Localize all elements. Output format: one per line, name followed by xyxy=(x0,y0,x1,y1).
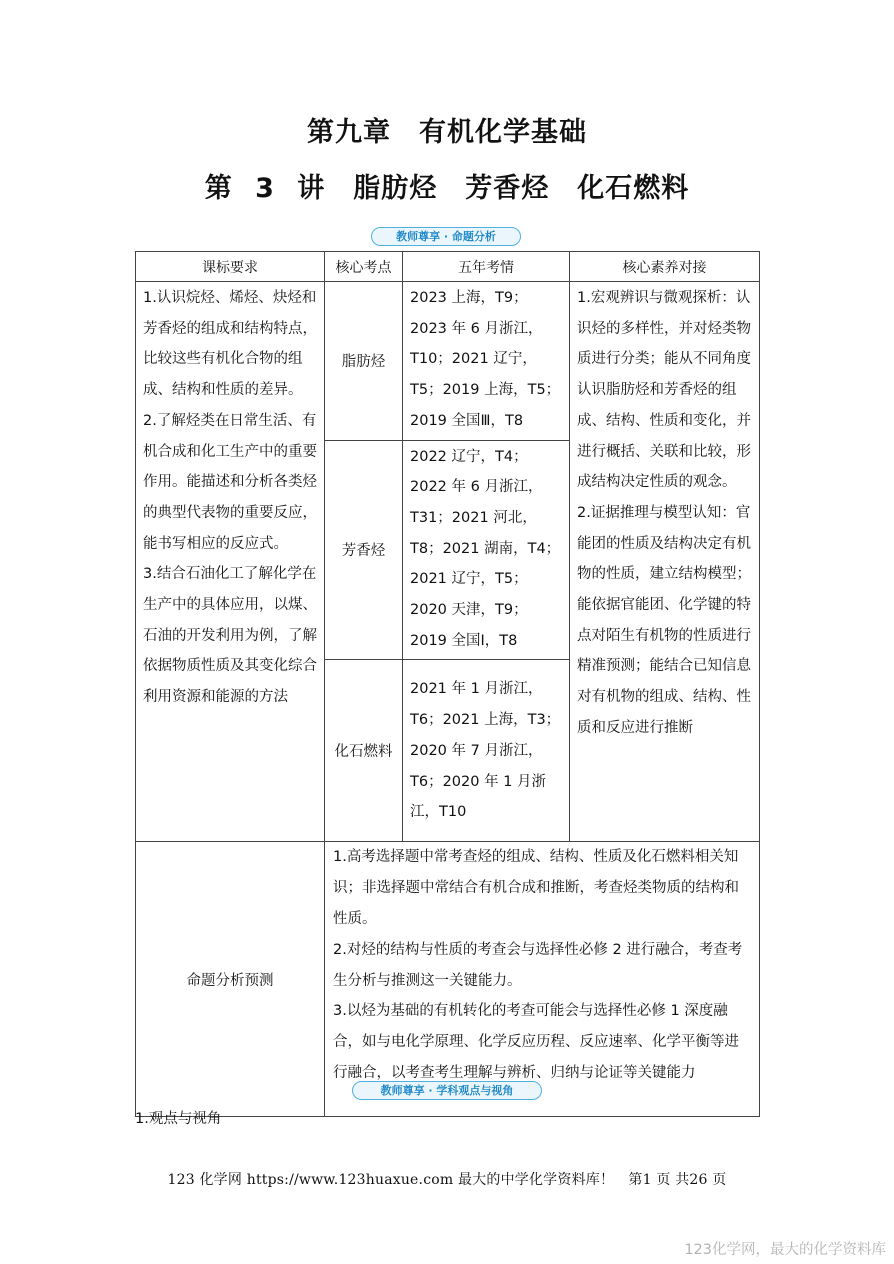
analysis-table xyxy=(135,251,760,1117)
exams-cell xyxy=(403,440,570,660)
prediction-item: 1.高考选择题中常考查烃的组成、结构、性质及化石燃料相关知识；非选择题中常结合有机合成和推断，考查烃类物质的结构和性质。 xyxy=(333,849,739,928)
page-footer: 123 化学网 https://www.123huaxue.com 最大的中学化学资料库！ 第1 页 共26 页 xyxy=(167,1172,727,1188)
watermark-text: 123化学网，最大的化学资料库 xyxy=(684,1242,886,1258)
analysis-banner: 教师尊享 · 命题分析 xyxy=(371,227,521,246)
literacy-item: 2.证据推理与模型认知：官能团的性质及结构决定有机物的性质，建立结构模型；能依据官能团、化学键的特点对陌生有机物的性质进行精准预测；能结合已知信息对有机物的组成、结构、性质和反应进行推断 xyxy=(577,504,751,736)
curriculum-item: 2.了解烃类在日常生活、有机合成和化工生产中的重要作用。能描述和分析各类烃的典型代表物的重要反应，能书写相应的反应式。 xyxy=(143,412,317,552)
table-header-row xyxy=(136,252,760,282)
curriculum-cell xyxy=(136,282,325,842)
exams-text: 2021 年 1 月浙江，T6；2021 上海，T3；2020 年 7 月浙江，T6；2020 年 1 月浙江，T10 xyxy=(410,681,561,821)
chapter-title: 第九章 有机化学基础 xyxy=(307,117,587,148)
exams-cell xyxy=(403,660,570,842)
prediction-item: 2.对烃的结构与性质的考查会与选择性必修 2 进行融合，考查考生分析与推测这一关键能力。 xyxy=(333,941,743,989)
exams-text: 2023 上海，T9；2023 年 6 月浙江，T10；2021 辽宁，T5；2019 上海，T5；2019 全国Ⅲ，T8 xyxy=(410,290,561,429)
exams-cell xyxy=(403,282,570,441)
exams-text: 2022 辽宁，T4；2022 年 6 月浙江，T31；2021 河北，T8；2021 湖南，T4；2021 辽宁，T5；2020 天津，T9；2019 全国Ⅰ，T8 xyxy=(410,448,561,649)
viewpoint-banner: 教师尊享 · 学科观点与视角 xyxy=(352,1081,542,1100)
curriculum-item: 1.认识烷烃、烯烃、炔烃和芳香烃的组成和结构特点，比较这些有机化合物的组成、结构和性质的差异。 xyxy=(143,290,317,399)
literacy-item: 1.宏观辨识与微观探析：认识烃的多样性，并对烃类物质进行分类；能从不同角度认识脂肪烃和芳香烃的组成、结构、性质和变化，并进行概括、关联和比较，形成结构决定性质的观念。 xyxy=(577,290,751,491)
topic-cell: 脂肪烃 xyxy=(325,282,403,441)
curriculum-item: 3.结合石油化工了解化学在生产中的具体应用，以煤、石油的开发利用为例，了解依据物质性质及其变化综合利用资源和能源的方法 xyxy=(143,566,317,706)
header-literacy: 核心素养对接 xyxy=(570,252,760,282)
prediction-label: 命题分析预测 xyxy=(136,842,325,1117)
viewpoint-heading: 1.观点与视角 xyxy=(135,1111,222,1127)
topic-cell: 芳香烃 xyxy=(325,440,403,660)
table-row xyxy=(136,282,760,441)
header-curriculum: 课标要求 xyxy=(136,252,325,282)
prediction-cell xyxy=(325,842,760,1117)
lecture-title: 第 3 讲 脂肪烃 芳香烃 化石燃料 xyxy=(204,173,690,204)
topic-cell: 化石燃料 xyxy=(325,660,403,842)
prediction-row xyxy=(136,842,760,1117)
header-exams: 五年考情 xyxy=(403,252,570,282)
header-topic: 核心考点 xyxy=(325,252,403,282)
prediction-item: 3.以烃为基础的有机转化的考查可能会与选择性必修 1 深度融合，如与电化学原理、化学反应历程、反应速率、化学平衡等进行融合，以考查考生理解与辨析、归纳与论证等关键能力 xyxy=(333,1003,739,1082)
literacy-cell xyxy=(570,282,760,842)
